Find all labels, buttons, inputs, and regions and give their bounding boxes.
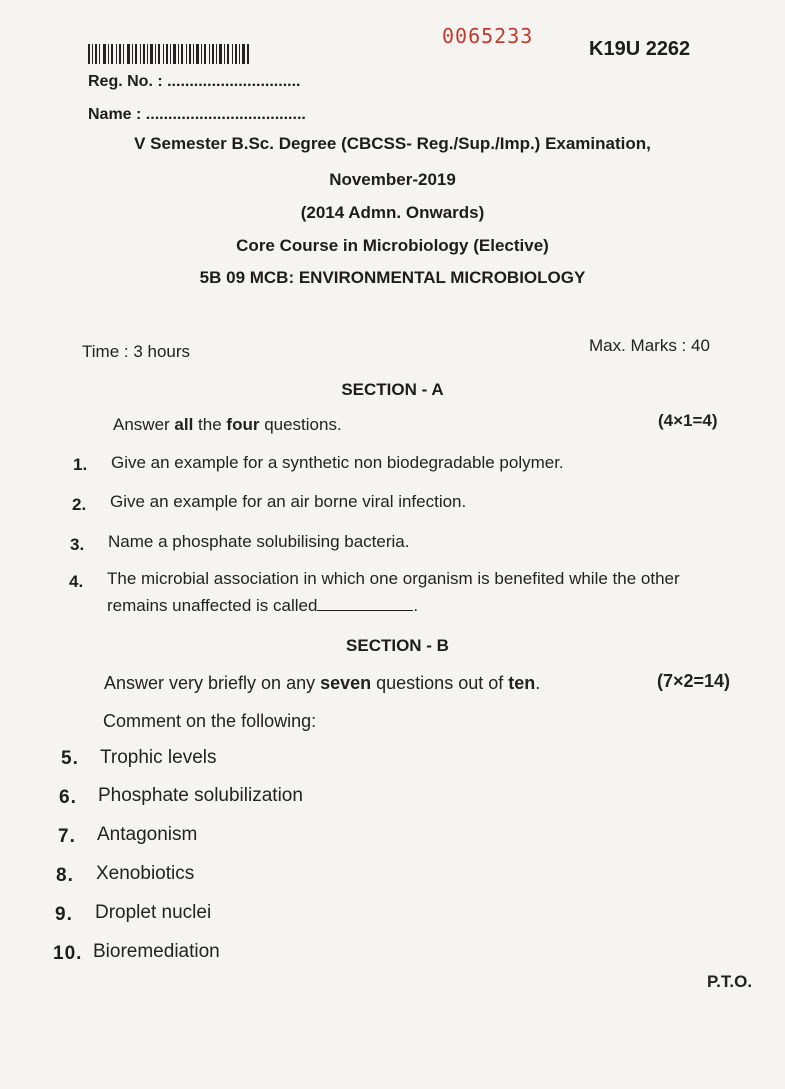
question-text-continued: remains unaffected is called . xyxy=(107,596,419,615)
pto-label: P.T.O. xyxy=(707,972,753,991)
paper-code: K19U 2262 xyxy=(589,38,691,60)
question-text: Give an example for an air borne viral infection. xyxy=(110,492,467,511)
question-number: 5. xyxy=(61,748,79,769)
section-a-instruction: Answer all the four questions. xyxy=(113,415,342,434)
answer-blank xyxy=(317,596,413,611)
question-number: 7. xyxy=(58,826,76,847)
exam-title-line3: (2014 Admn. Onwards) xyxy=(300,203,485,222)
time-label: Time : 3 hours xyxy=(82,342,191,361)
question-number: 4. xyxy=(69,572,84,591)
question-text: Droplet nuclei xyxy=(95,902,212,923)
question-number: 1. xyxy=(73,455,88,474)
section-b-instruction: Answer very briefly on any seven questions out of ten. xyxy=(104,673,541,693)
section-b-sub-instruction: Comment on the following: xyxy=(103,711,317,731)
section-b-heading: SECTION - B xyxy=(346,636,449,655)
question-text: Give an example for a synthetic non biodegradable polymer. xyxy=(111,453,564,472)
exam-title-line2: November-2019 xyxy=(329,170,456,189)
question-text: Name a phosphate solubilising bacteria. xyxy=(108,532,410,551)
question-number: 3. xyxy=(70,535,85,554)
question-number: 10. xyxy=(53,943,83,964)
exam-title-line4: Core Course in Microbiology (Elective) xyxy=(236,236,549,255)
section-a-heading: SECTION - A xyxy=(341,380,444,399)
question-text: The microbial association in which one organism is benefited while the other xyxy=(107,569,680,588)
question-text: Antagonism xyxy=(97,824,198,845)
barcode-icon xyxy=(88,44,250,64)
question-number: 6. xyxy=(59,787,77,808)
question-number: 2. xyxy=(72,495,87,514)
question-text: Bioremediation xyxy=(93,941,220,962)
exam-title-line1: V Semester B.Sc. Degree (CBCSS- Reg./Sup./Imp.) Examination, xyxy=(134,134,651,153)
exam-title-line5: 5B 09 MCB: ENVIRONMENTAL MICROBIOLOGY xyxy=(199,268,586,287)
serial-number: 0065233 xyxy=(442,24,534,48)
section-a-marks: (4×1=4) xyxy=(658,411,718,430)
section-b-marks: (7×2=14) xyxy=(657,671,731,691)
reg-no-field: Reg. No. : .............................. xyxy=(88,73,301,90)
question-text: Xenobiotics xyxy=(96,863,195,884)
max-marks-label: Max. Marks : 40 xyxy=(589,336,710,355)
question-number: 8. xyxy=(56,865,74,886)
name-field: Name : .................................... xyxy=(88,106,306,123)
question-text: Phosphate solubilization xyxy=(98,785,303,806)
question-number: 9. xyxy=(55,904,73,925)
question-text: Trophic levels xyxy=(100,747,217,768)
